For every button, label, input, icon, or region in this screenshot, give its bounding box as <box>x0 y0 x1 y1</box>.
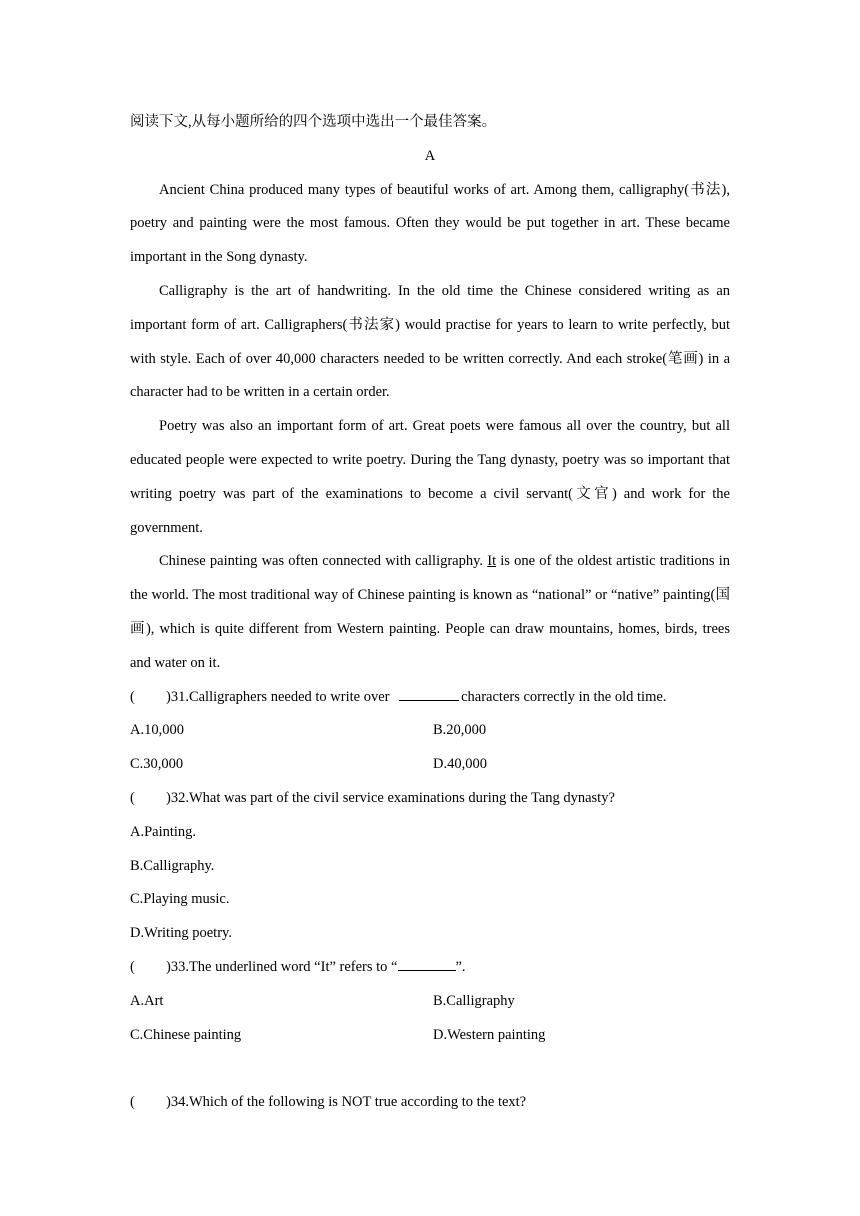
instruction: 阅读下文,从每小题所给的四个选项中选出一个最佳答案。 <box>130 114 497 130</box>
option-c: C.Chinese painting <box>130 1026 242 1043</box>
option-d: D.Western painting <box>433 1026 546 1043</box>
answer-paren: ( <box>130 1094 135 1111</box>
paragraph-2: Calligraphy is the art of handwriting. In the old time the Chinese considered writing as an important form of art. Calligraphers(书法家) would practise for years to learn to write perfectly, but with style. Each of over 40,000 characters needed to be written correctly. And each stroke(笔画) in a character had to be written in a certain order. <box>130 282 730 401</box>
option-c: C.30,000 <box>130 756 184 773</box>
question-31-options-row-1 <box>130 714 730 748</box>
option-b: B.Calligraphy <box>433 992 515 1009</box>
paragraph-1: Ancient China produced many types of beautiful works of art. Among them, calligraphy(书法), poetry and painting were the most famous. Often they would be put together in art. These became important in the Song dynasty. <box>130 181 730 266</box>
answer-paren: ( <box>130 958 135 975</box>
option-c: C.Playing music. <box>130 891 230 908</box>
answer-paren: ( <box>130 789 135 806</box>
question-33-options-row-2 <box>130 1019 730 1053</box>
document-body <box>130 106 730 1120</box>
option-d: D.40,000 <box>433 756 487 773</box>
option-b: B.20,000 <box>433 722 487 739</box>
option-a: A.Painting. <box>130 823 197 840</box>
underlined-word: It <box>487 553 497 570</box>
section-label: A <box>424 147 436 164</box>
paragraph-3: Poetry was also an important form of art. Great poets were famous all over the country, but all educated people were expected to write poetry. During the Tang dynasty, poetry was so important that writing poetry was part of the examinations to become a civil servant(文官) and work for the government. <box>130 418 730 536</box>
question-33-options-row-1 <box>130 985 730 1019</box>
question-34-stem: )34.Which of the following is NOT true according to the text? <box>166 1094 527 1111</box>
question-31 <box>130 681 730 715</box>
option-d: D.Writing poetry. <box>130 925 232 942</box>
question-33-stem-b: ”. <box>455 958 466 975</box>
answer-blank <box>398 956 456 971</box>
question-31-options-row-2 <box>130 748 730 782</box>
spacer <box>130 1052 730 1086</box>
question-34 <box>130 1086 730 1120</box>
option-a: A.Art <box>130 992 164 1009</box>
question-31-stem-a: )31.Calligraphers needed to write over <box>166 688 394 705</box>
option-a: A.10,000 <box>130 722 184 739</box>
paragraph-4-text-after: is one of the oldest artistic traditions in the world. The most traditional way of Chinese painting is known as “national” or “native” painting(国画), which is quite different from Western painting. People can draw mountains, homes, birds, trees and water on it. <box>130 553 730 671</box>
answer-paren: ( <box>130 688 135 705</box>
question-32-stem: )32.What was part of the civil service examinations during the Tang dynasty? <box>166 789 615 806</box>
option-b: B.Calligraphy. <box>130 857 215 874</box>
paragraph-4 <box>130 545 730 680</box>
answer-blank <box>399 686 459 701</box>
paragraph-4-text-before: Chinese painting was often connected with calligraphy. <box>159 553 488 570</box>
question-31-stem-b: characters correctly in the old time. <box>461 688 667 705</box>
question-33 <box>130 951 730 985</box>
question-32 <box>130 782 730 816</box>
question-33-stem-a: )33.The underlined word “It” refers to “ <box>166 958 398 975</box>
